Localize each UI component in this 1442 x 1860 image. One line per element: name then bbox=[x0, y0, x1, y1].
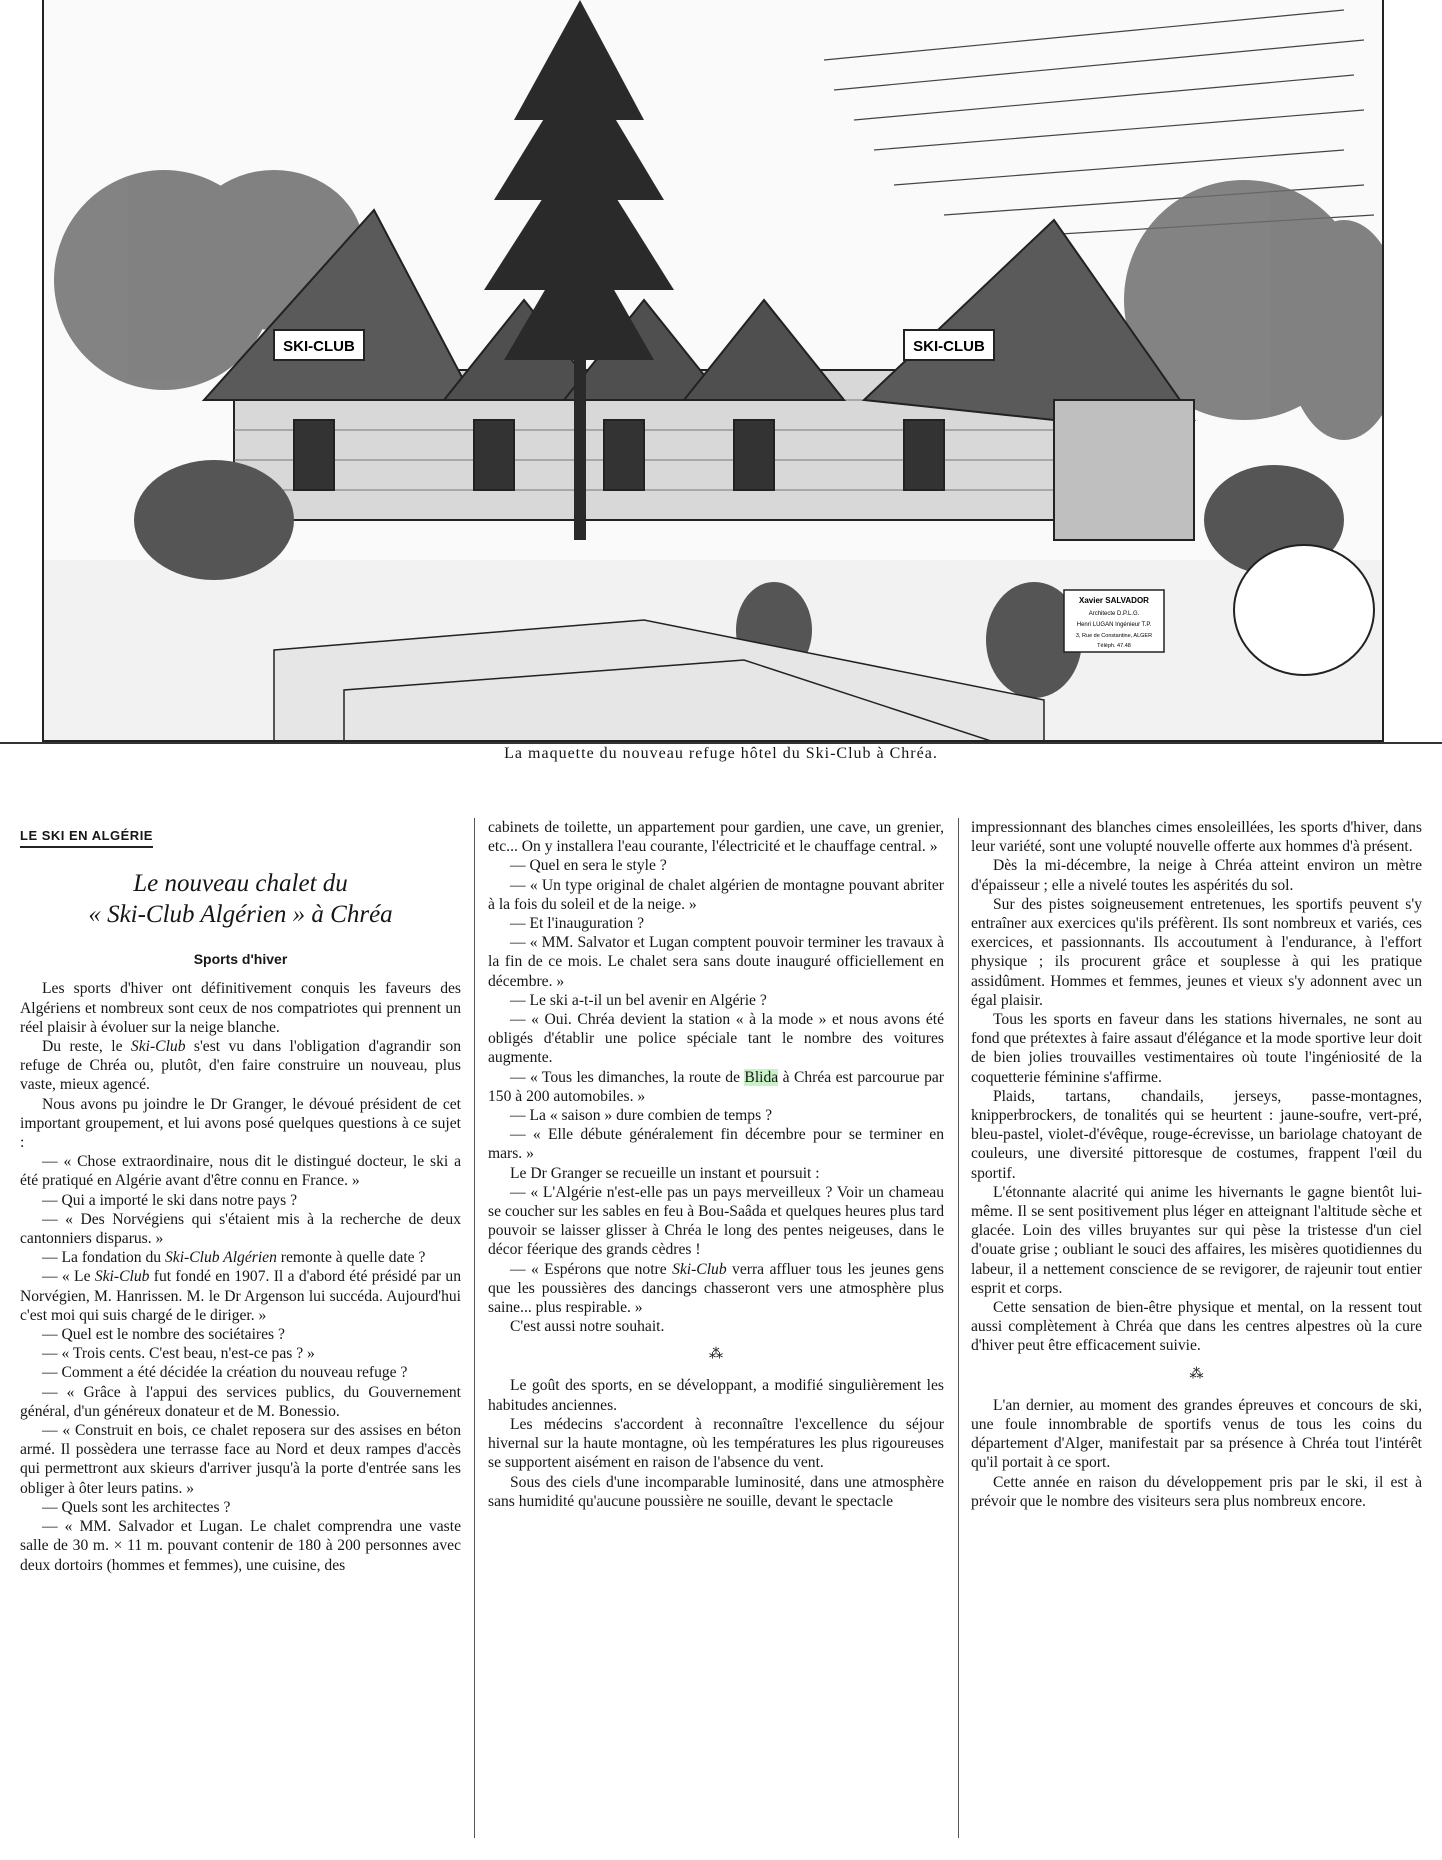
paragraph bbox=[488, 1473, 944, 1511]
paragraph-text: — Quels sont les architectes ? bbox=[42, 1498, 231, 1516]
paragraph bbox=[488, 1317, 944, 1336]
article-headline bbox=[20, 868, 461, 930]
paragraph-text: Cette sensation de bien-être physique et mental, on la ressent tout aussi complètement à Chréa que dans les centres alpestres où la cure d'hiver peut être efficacement suivie. bbox=[971, 1299, 1422, 1355]
paragraph-text: — Et l'inauguration ? bbox=[510, 915, 645, 933]
paragraph bbox=[20, 1421, 461, 1498]
paragraph-text: — « Espérons que notre bbox=[510, 1260, 673, 1278]
illustration-bottom-rule bbox=[0, 742, 1442, 744]
section-separator-stars: ⁂ bbox=[709, 1347, 723, 1363]
paragraph-text: à Chréa est parcourue par 150 à 200 automobiles. » bbox=[488, 1068, 945, 1105]
paragraph bbox=[971, 818, 1422, 856]
paragraph bbox=[20, 1210, 461, 1248]
paragraph-text: Le goût des sports, en se développant, a modifié singulièrement les habitudes anciennes. bbox=[488, 1377, 944, 1414]
headline-line-1: Le nouveau chalet du bbox=[133, 870, 348, 898]
paragraph-text: — « L'Algérie n'est-elle pas un pays merveilleux ? Voir un chameau se coucher sur les sables en feu à Bou-Saâda et quelques heures plus tard pouvoir se laisser glisser à Chréa le long des pentes neigeuses, dans le décor féerique des grands cèdres ! bbox=[488, 1183, 944, 1259]
article-column-2 bbox=[488, 818, 944, 1511]
paragraph bbox=[20, 1517, 461, 1575]
paragraph-text: impressionnant des blanches cimes ensoleillées, les sports d'hiver, dans leur variété, sont une volupté nouvelle offerte aux hommes d'à présent. bbox=[971, 819, 1422, 856]
paragraph-text: — « Un type original de chalet algérien de montagne pouvant abriter à la fois du soleil et de la neige. » bbox=[488, 876, 944, 913]
sign-right: SKI-CLUB bbox=[913, 338, 985, 355]
paragraph-text: Sur des pistes soigneusement entretenues, les sportifs peuvent s'y entraîner aux exercices qu'ils préfèrent. Ils sont nombreux et variés, ces exercices, et passionnants. Ils accoutument à l'endurance, à l'effort physique ; ils procurent grâce et souplesse à qui les pratique assidûment. Hommes et femmes, jeunes et vieux s'y adonnent avec un égal plaisir. bbox=[971, 895, 1422, 1009]
paragraph-text: — « Oui. Chréa devient la station « à la mode » et nous avons été obligés d'établir une police spéciale tant le nombre des voitures augmente. bbox=[488, 1011, 944, 1067]
paragraph bbox=[971, 1396, 1422, 1473]
paragraph-text: cabinets de toilette, un appartement pour gardien, une cave, un grenier, etc... On y installera l'eau courante, l'électricité et le chauffage central. » bbox=[488, 819, 944, 856]
paragraph bbox=[20, 1267, 461, 1325]
paragraph bbox=[488, 1010, 944, 1068]
paragraph-text: Dès la mi-décembre, la neige à Chréa atteint environ un mètre d'épaisseur ; elle a nivelé toutes les aspérités du sol. bbox=[971, 857, 1422, 894]
paragraph bbox=[20, 1344, 461, 1363]
headline-line-2: « Ski-Club Algérien » à Chréa bbox=[88, 901, 393, 929]
paragraph-text: C'est aussi notre souhait. bbox=[510, 1318, 665, 1336]
paragraph bbox=[488, 1164, 944, 1183]
paragraph-text: Les médecins s'accordent à reconnaître l'excellence du séjour hivernal sur la haute montagne, où les températures les plus rigoureuses se supportent aisément en raison de l'absence du vent. bbox=[488, 1415, 944, 1472]
chalet-illustration bbox=[42, 0, 1384, 742]
article-column-1 bbox=[20, 818, 461, 1575]
section-rubric: LE SKI EN ALGÉRIE bbox=[20, 826, 153, 848]
paragraph-text: Cette année en raison du développement pris par le ski, il est à prévoir que le nombre des visiteurs sera plus nombreux encore. bbox=[971, 1473, 1422, 1510]
plate-line-3: Henri LUGAN Ingénieur T.P. bbox=[1076, 622, 1152, 628]
paragraph-text: — Le ski a-t-il un bel avenir en Algérie ? bbox=[510, 991, 767, 1009]
paragraph bbox=[488, 1415, 944, 1473]
paragraph bbox=[20, 979, 461, 1037]
paragraph bbox=[488, 1260, 944, 1318]
paragraph-text: — Qui a importé le ski dans notre pays ? bbox=[42, 1191, 298, 1209]
column-divider-1 bbox=[474, 818, 475, 1838]
paragraph bbox=[20, 1363, 461, 1382]
paragraph bbox=[488, 1183, 944, 1260]
paragraph-text: — « Grâce à l'appui des services publics, du Gouvernement général, d'un généreux donateur et de M. Bonessio. bbox=[20, 1383, 461, 1420]
paragraph bbox=[488, 933, 944, 991]
paragraph-text: Du reste, le bbox=[42, 1038, 131, 1056]
plate-line-4: 3, Rue de Constantine, ALGER bbox=[1075, 633, 1153, 639]
paragraph bbox=[488, 1376, 944, 1414]
paragraph-text: — La fondation du bbox=[42, 1249, 165, 1267]
paragraph-text: — Quel en sera le style ? bbox=[510, 857, 667, 875]
paragraph-text: — La « saison » dure combien de temps ? bbox=[510, 1107, 772, 1125]
paragraph bbox=[971, 1298, 1422, 1356]
paragraph bbox=[488, 1125, 944, 1163]
sign-left: SKI-CLUB bbox=[283, 338, 355, 355]
plate-line-1: Xavier SALVADOR bbox=[1079, 596, 1149, 605]
paragraph-text: — Comment a été décidée la création du nouveau refuge ? bbox=[42, 1364, 408, 1382]
paragraph bbox=[488, 914, 944, 933]
paragraph-text: Tous les sports en faveur dans les stations hivernales, ne sont au fond que prétextes à faire assaut d'élégance et la mode sportive leur doit de bien jolies trouvailles vestimentaires où toute l'ingéniosité de la coquetterie féminine s'affirme. bbox=[971, 1011, 1422, 1086]
illustration-caption: La maquette du nouveau refuge hôtel du Ski-Club à Chréa. bbox=[504, 745, 938, 762]
paragraph-text: s'est vu dans l'obligation d'agrandir son refuge de Chréa ou, plutôt, d'en faire construire un nouveau, plus vaste, mieux agencé. bbox=[20, 1038, 462, 1094]
paragraph bbox=[20, 1095, 461, 1153]
paragraph-text: — Quel est le nombre des sociétaires ? bbox=[42, 1326, 285, 1344]
section-separator-stars: ⁂ bbox=[1189, 1366, 1204, 1382]
paragraph-text: verra affluer tous les jeunes gens que les poussières des dancings chasseront vers une atmosphère plus saine... plus respirable. » bbox=[488, 1260, 945, 1317]
paragraph-text: L'an dernier, au moment des grandes épreuves et concours de ski, une foule innombrable de sportifs venus de tous les coins du département d'Alger, manifestait par sa présence à Chréa tout l'intérêt qu'il portait à ce sport. bbox=[971, 1396, 1422, 1472]
article-column-3 bbox=[971, 818, 1422, 1511]
italic-name: Ski-Club bbox=[672, 1260, 727, 1278]
paragraph-text: — « MM. Salvador et Lugan. Le chalet comprendra une vaste salle de 30 m. × 11 m. pouvant contenir de 180 à 200 personnes avec deux dortoirs (hommes et femmes), une cuisine, des bbox=[20, 1518, 461, 1574]
italic-name: Ski-Club Algérien bbox=[165, 1249, 277, 1267]
paragraph-text: Le Dr Granger se recueille un instant et poursuit : bbox=[510, 1164, 820, 1182]
paragraph bbox=[971, 1010, 1422, 1087]
italic-name: Ski-Club bbox=[130, 1038, 186, 1056]
paragraph-text: Plaids, tartans, chandails, jerseys, passe-montagnes, knipperbrockers, de tonalités qui se heurtent : jaune-soufre, vert-pré, bleu-pastel, violet-d'évêque, rouge-écrevisse, un bariolage chatoyant de couleurs, une diversité pittoresque de costumes, frappent l'œil du sportif. bbox=[971, 1087, 1422, 1182]
paragraph-text: Nous avons pu joindre le Dr Granger, le dévoué président de cet important groupement, et lui avons posé quelques questions à ce sujet : bbox=[20, 1095, 461, 1152]
paragraph bbox=[488, 856, 944, 875]
plate-line-2: Architecte D.P.L.G. bbox=[1088, 611, 1140, 617]
highlighted-word: Blida bbox=[744, 1068, 779, 1086]
paragraph bbox=[971, 1087, 1422, 1183]
paragraph bbox=[488, 1106, 944, 1125]
paragraph bbox=[488, 818, 944, 856]
paragraph bbox=[20, 1191, 461, 1210]
paragraph-text: — « Le bbox=[42, 1268, 95, 1286]
paragraph bbox=[20, 1498, 461, 1517]
paragraph-text: Les sports d'hiver ont définitivement conquis les faveurs des Algériens et nombreux sont ceux de nos compatriotes qui prennent un réel plaisir à évoluer sur la neige blanche. bbox=[20, 980, 461, 1036]
paragraph bbox=[20, 1325, 461, 1344]
paragraph-text: L'étonnante alacrité qui anime les hivernants le gagne bientôt lui-même. Il se sent positivement plus léger en atteignant l'altitude sèche et glacée. Loin des villes bruyantes sur qui pèse la tristesse d'un ciel d'ouate grise ; oubliant le souci des affaires, les misères quotidiennes du labeur, il a nettement conscience de se revigorer, de rajeunir tout entier esprit et corps. bbox=[971, 1183, 1422, 1297]
paragraph bbox=[488, 1068, 944, 1106]
article-subtitle: Sports d'hiver bbox=[193, 951, 288, 968]
paragraph-text: — « Des Norvégiens qui s'étaient mis à la recherche de deux cantonniers disparus. » bbox=[20, 1210, 461, 1248]
paragraph bbox=[971, 856, 1422, 894]
paragraph-text: — « Trois cents. C'est beau, n'est-ce pas ? » bbox=[42, 1345, 315, 1363]
paragraph-text: remonte à quelle date ? bbox=[276, 1249, 426, 1267]
paragraph bbox=[971, 1473, 1422, 1511]
paragraph-text: — « Construit en bois, ce chalet reposera sur des assises en béton armé. Il possèdera une terrasse face au Nord et deux rampes d'accès qui permettront aux skieurs d'arriver jusqu'à la porte d'entrée sans les obliger à ôter leurs patins. » bbox=[20, 1422, 461, 1497]
paragraph bbox=[20, 1248, 461, 1267]
paragraph bbox=[488, 876, 944, 914]
column-divider-2 bbox=[958, 818, 959, 1838]
paragraph-text: Sous des ciels d'une incomparable luminosité, dans une atmosphère sans humidité qu'aucune poussière ne souille, devant le spectacle bbox=[488, 1473, 944, 1510]
plate-line-5: Téléph. 47.48 bbox=[1097, 643, 1131, 649]
paragraph bbox=[488, 991, 944, 1010]
paragraph-text: fut fondé en 1907. Il a d'abord été présidé par un Norvégien, M. Hanrissen. M. le Dr Argenson lui succéda. Aujourd'hui c'est moi qui suis chargé de le diriger. » bbox=[20, 1268, 461, 1324]
paragraph bbox=[971, 895, 1422, 1010]
paragraph-text: — « Elle débute généralement fin décembre pour se terminer en mars. » bbox=[488, 1126, 944, 1163]
chalet-drawing bbox=[44, 0, 1384, 742]
paragraph bbox=[20, 1152, 461, 1190]
paragraph bbox=[20, 1383, 461, 1421]
paragraph-text: — « Chose extraordinaire, nous dit le distingué docteur, le ski a été pratiqué en Algérie avant d'être connu en France. » bbox=[20, 1153, 461, 1190]
paragraph-text: — « Tous les dimanches, la route de bbox=[510, 1068, 745, 1086]
paragraph bbox=[20, 1037, 461, 1095]
italic-name: Ski-Club bbox=[94, 1268, 150, 1286]
paragraph bbox=[971, 1183, 1422, 1298]
paragraph-text: — « MM. Salvator et Lugan comptent pouvoir terminer les travaux à la fin de ce mois. Le chalet sera sans doute inauguré officiellement en décembre. » bbox=[488, 934, 944, 990]
